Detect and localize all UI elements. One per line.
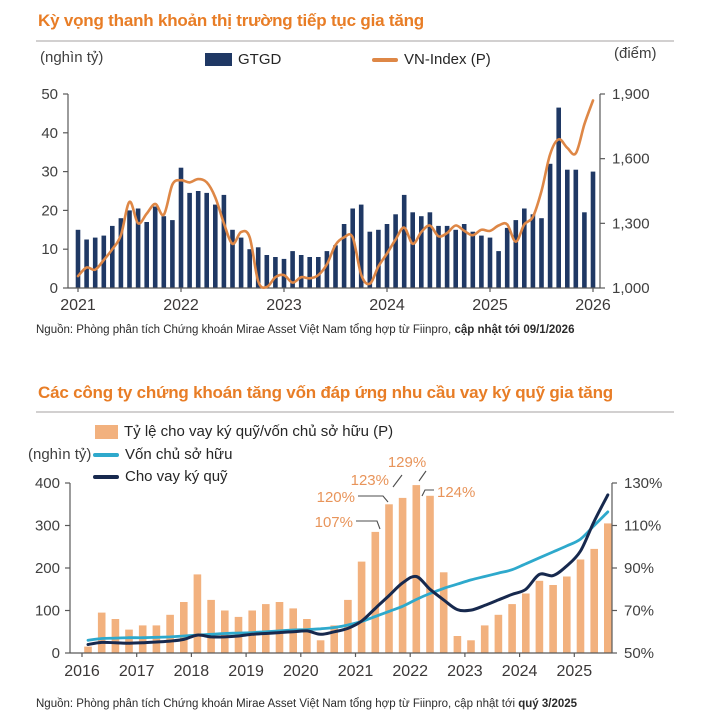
chart1-left-tick: 30	[41, 163, 58, 181]
chart2-left-tick: 400	[34, 475, 60, 492]
chart1-right-axis-unit: (điểm)	[614, 45, 657, 62]
chart1-left-tick: 20	[41, 202, 58, 220]
chart2-left-tick: 100	[34, 602, 60, 620]
ratio-annotation-connector	[393, 475, 402, 487]
chart2-source-text: Nguồn: Phòng phân tích Chứng khoán Mirae Asset Việt Nam tổng hợp từ Fiinpro, cập nhật tới	[36, 698, 519, 710]
ratio-annotation-label: 124%	[437, 484, 476, 501]
chart1-left-tick: 50	[41, 86, 58, 103]
chart1-year-label: 2023	[266, 297, 302, 314]
ratio-annotation-connector	[356, 521, 380, 529]
ratio-annotation-connector	[358, 496, 388, 502]
chart2-left-tick: 300	[34, 517, 60, 535]
chart1-title: Kỳ vọng thanh khoản thị trường tiếp tục gia tăng	[38, 11, 424, 30]
chart2-right-tick: 110%	[624, 517, 662, 535]
margin-legend-label: Cho vay ký quỹ	[125, 468, 228, 485]
margin-ratio-legend-label: Tỷ lệ cho vay ký quỹ/vốn chủ sở hữu (P)	[124, 423, 394, 440]
chart1-left-tick: 10	[41, 241, 58, 259]
chart1-year-label: 2021	[60, 297, 96, 314]
chart1-right-tick: 1,300	[612, 215, 650, 233]
chart2-right-tick: 130%	[624, 475, 663, 492]
chart1-left-tick: 0	[49, 280, 58, 297]
ratio-annotation-label: 120%	[316, 489, 355, 506]
chart1-left-tick: 40	[41, 124, 58, 142]
chart1-source-text: Nguồn: Phòng phân tích Chứng khoán Mirae Asset Việt Nam tổng hợp từ Fiinpro,	[36, 324, 455, 336]
ratio-annotations	[315, 454, 476, 531]
chart2-left-axis-unit: (nghìn tỷ)	[28, 446, 92, 463]
chart2-year-label: 2023	[447, 663, 483, 680]
chart2-right-tick: 70%	[624, 602, 655, 620]
chart2-year-label: 2016	[64, 663, 100, 680]
chart2-year-label: 2019	[228, 663, 264, 680]
equity-legend-label: Vốn chủ sở hữu	[125, 446, 233, 463]
chart2-year-label: 2021	[337, 663, 374, 680]
chart2-year-label: 2017	[118, 663, 155, 680]
chart2-right-tick: 50%	[624, 645, 655, 662]
ratio-annotation-label: 123%	[350, 472, 389, 489]
ratio-annotation-label: 129%	[387, 454, 427, 471]
chart1-left-axis-unit: (nghìn tỷ)	[40, 49, 104, 66]
ratio-annotation-connector	[419, 471, 426, 481]
chart1-right-tick: 1,000	[612, 280, 650, 297]
vnindex-legend-label: VN-Index (P)	[404, 51, 491, 68]
chart2-year-label: 2018	[173, 663, 210, 680]
chart2-source-date: quý 3/2025	[518, 698, 578, 710]
chart2-title: Các công ty chứng khoán tăng vốn đáp ứng nhu cầu vay ký quỹ gia tăng	[38, 383, 613, 402]
chart2-year-label: 2025	[556, 663, 593, 680]
chart2-left-tick: 0	[51, 645, 60, 662]
chart2-year-label: 2020	[283, 663, 319, 680]
chart1-year-label: 2026	[575, 297, 611, 314]
ratio-annotation-label: 107%	[314, 514, 353, 531]
chart2-right-tick: 90%	[624, 560, 655, 577]
chart1-right-tick: 1,600	[612, 150, 650, 168]
chart1-year-label: 2024	[369, 297, 405, 314]
chart2-left-tick: 200	[34, 560, 60, 577]
chart1-source-date: cập nhật tới 09/1/2026	[454, 324, 575, 336]
chart1-year-label: 2025	[472, 297, 508, 314]
chart2-year-label: 2022	[392, 663, 428, 680]
chart1-right-tick: 1,900	[612, 86, 650, 103]
chart2-year-label: 2024	[501, 663, 538, 680]
chart2-source	[36, 698, 577, 710]
gtgd-legend-label: GTGD	[238, 51, 282, 68]
ratio-annotation-connector	[422, 490, 434, 496]
chart1-year-label: 2022	[163, 297, 199, 314]
